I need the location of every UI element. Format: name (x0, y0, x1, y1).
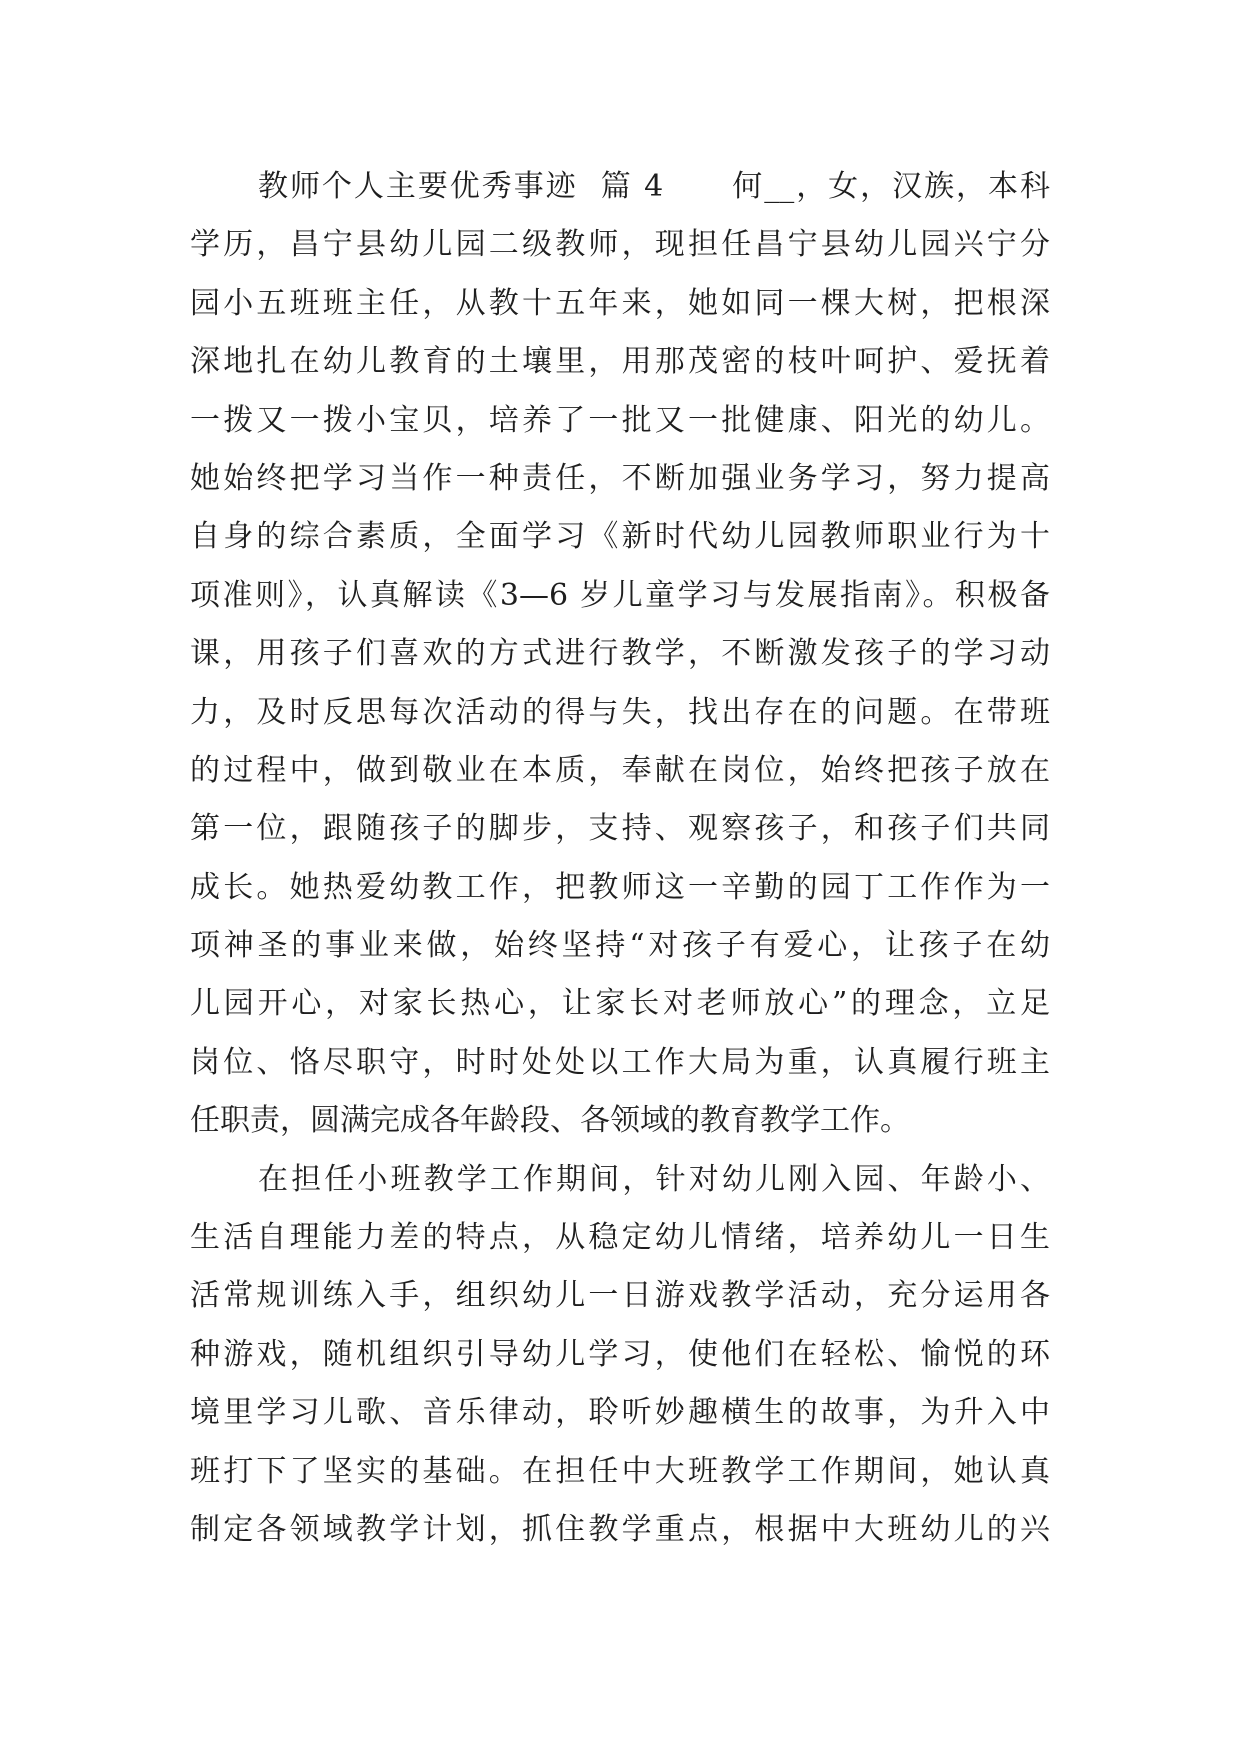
text-line: 项神圣的事业来做，始终坚持“对孩子有爱心，让孩子在幼 (190, 928, 1050, 964)
text-line: 自身的综合素质，全面学习《新时代幼儿园教师职业行为十 (190, 519, 1050, 555)
text-line: 学历，昌宁县幼儿园二级教师，现担任昌宁县幼儿园兴宁分 (190, 227, 1050, 263)
text-line: 儿园开心，对家长热心，让家长对老师放心”的理念，立足 (190, 986, 1050, 1022)
text-line: 园小五班班主任，从教十五年来，她如同一棵大树，把根深 (190, 285, 1050, 321)
text-line: 班打下了坚实的基础。在担任中大班教学工作期间，她认真 (190, 1453, 1050, 1489)
body-text (190, 158, 1050, 1559)
text-line: 活常规训练入手，组织幼儿一日游戏教学活动，充分运用各 (190, 1278, 1050, 1314)
text-line: 制定各领域教学计划，抓住教学重点，根据中大班幼儿的兴 (190, 1511, 1050, 1547)
text-line: 任职责，圆满完成各年龄段、各领域的教育教学工作。 (190, 1103, 910, 1139)
text-line: 的过程中，做到敬业在本质，奉献在岗位，始终把孩子放在 (190, 752, 1050, 788)
text-line: 一拨又一拨小宝贝，培养了一批又一批健康、阳光的幼儿。 (190, 402, 1050, 438)
text-line: 教师个人主要优秀事迹 篇 4 何__，女，汉族，本科 (258, 169, 1050, 204)
text-line: 境里学习儿歌、音乐律动，聆听妙趣横生的故事，为升入中 (190, 1395, 1050, 1431)
text-line: 生活自理能力差的特点，从稳定幼儿情绪，培养幼儿一日生 (190, 1220, 1050, 1256)
text-line: 岗位、恪尽职守，时时处处以工作大局为重，认真履行班主 (190, 1044, 1050, 1080)
text-line: 种游戏，随机组织引导幼儿学习，使他们在轻松、愉悦的环 (190, 1336, 1050, 1372)
text-line: 第一位，跟随孩子的脚步，支持、观察孩子，和孩子们共同 (190, 811, 1050, 847)
text-line: 力，及时反思每次活动的得与失，找出存在的问题。在带班 (190, 694, 1050, 730)
text-line: 成长。她热爱幼教工作，把教师这一辛勤的园丁工作作为一 (190, 869, 1050, 905)
text-line: 项准则》，认真解读《3—6 岁儿童学习与发展指南》。积极备 (190, 577, 1050, 613)
text-line: 在担任小班教学工作期间，针对幼儿刚入园、年龄小、 (258, 1161, 1050, 1197)
text-line: 课，用孩子们喜欢的方式进行教学，不断激发孩子的学习动 (190, 636, 1050, 672)
text-line: 她始终把学习当作一种责任，不断加强业务学习，努力提高 (190, 460, 1050, 496)
text-line: 深地扎在幼儿教育的土壤里，用那茂密的枝叶呵护、爱抚着 (190, 344, 1050, 380)
